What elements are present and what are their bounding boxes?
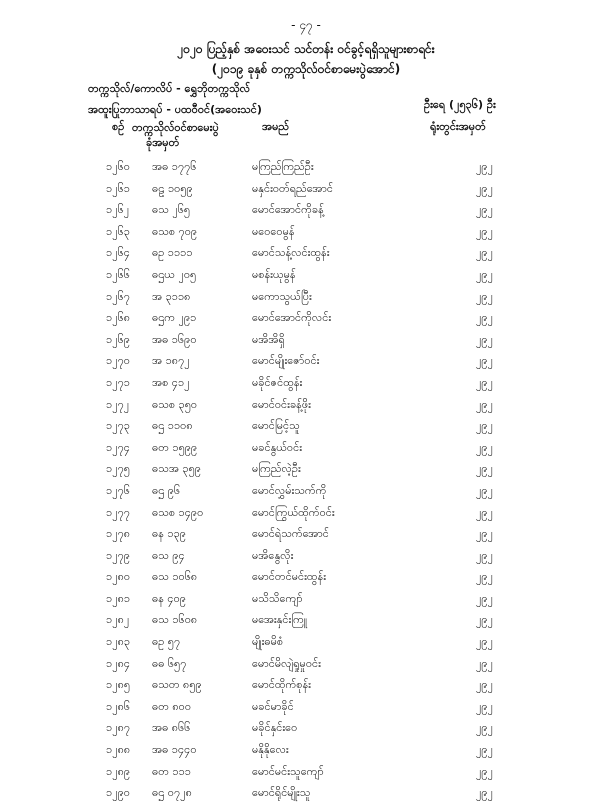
row-name: မောင်မိလျဲရှုမှုဝင်း (252, 656, 321, 670)
row-roll-number: ဓဥ ၅၇ (152, 635, 181, 649)
row-name: မောင်ဝင်းခန့်ဖိုး (252, 397, 311, 411)
row-roll-number: အ ၁၈၇၂ (152, 354, 190, 368)
row-roll-number: ဓဠ ၁၀၅၉ (152, 181, 193, 195)
header-office-number: ရုံးတွင်းအမှတ် (430, 120, 486, 133)
row-number: ၁၂၈၈ (106, 743, 131, 757)
row-office-number: ၂၉၂ (476, 721, 493, 735)
table-row (0, 782, 612, 804)
row-office-number: ၂၉၂ (476, 570, 493, 584)
table-row (0, 545, 612, 567)
row-name: မအိအိရှိ (252, 332, 285, 346)
row-roll-number: အဓ ၁၄၄၀ (152, 743, 197, 757)
row-roll-number: ဓဌယ ၂၀၅ (152, 267, 197, 281)
row-roll-number: ဓန ၁၃၉ (152, 527, 186, 541)
row-number: ၁၂၇၇ (106, 505, 130, 519)
row-roll-number: အဓ ၈၆၆ (152, 721, 191, 735)
row-number: ၁၂၇၉ (106, 548, 130, 562)
row-office-number: ၂၉၂ (476, 699, 493, 713)
row-roll-number: ဓသ ၁၆၀၈ (152, 613, 198, 627)
row-roll-number: ဓသစ ၁၄၉၀ (152, 505, 204, 519)
row-name: မအိနွေလိုး (252, 548, 294, 562)
row-name: မခင်မာခိုင် (252, 699, 294, 713)
table-row (0, 199, 612, 221)
row-roll-number: အဓ ၁၇၇၆ (152, 160, 197, 173)
row-office-number: ၂၉၂ (476, 505, 493, 519)
page-number: - ၄၇ - (291, 18, 321, 32)
row-office-number: ၂၉၂ (476, 613, 493, 627)
row-name: မောင်မြင့်သူ (252, 419, 300, 433)
table-row (0, 372, 612, 394)
table-row (0, 696, 612, 718)
row-number: ၁၂၆၂ (106, 203, 130, 217)
row-office-number: ၂၉၂ (476, 635, 493, 649)
row-office-number: ၂၉၂ (476, 246, 493, 260)
row-roll-number: ဓတ ၈၀၀ (152, 699, 192, 713)
table-row (0, 739, 612, 761)
row-office-number: ၂၉၂ (476, 311, 493, 325)
row-name: မဝေဝေမွန် (252, 224, 295, 238)
row-name: မောင်ထိုက်စုန်း (252, 678, 311, 692)
row-number: ၁၂၈၆ (106, 699, 131, 713)
student-list (0, 156, 612, 804)
table-row (0, 523, 612, 545)
row-number: ၁၂၆၉ (106, 332, 130, 346)
row-name: မကောသွယ်ပြီး (252, 289, 312, 303)
row-name: မကြည်ကြည်ဦး (252, 160, 314, 173)
row-roll-number: ဓဌ ၉၆ (152, 483, 181, 497)
row-number: ၁၂၈၇ (106, 721, 131, 735)
row-office-number: ၂၉၂ (476, 267, 493, 281)
table-row (0, 286, 612, 308)
header-roll-line2: ခုံအမှတ် (146, 136, 180, 149)
table-row (0, 264, 612, 286)
row-number: ၁၂၈၁ (106, 591, 131, 605)
row-roll-number: အစ ၄၁၂ (152, 375, 190, 389)
row-office-number: ၂၉၂ (476, 160, 493, 173)
row-office-number: ၂၉၂ (476, 397, 493, 411)
row-name: မခင်နွယ်ဝင်း (252, 440, 303, 454)
table-row (0, 631, 612, 653)
row-number: ၁၂၇၈ (106, 527, 131, 541)
table-row (0, 156, 612, 178)
row-office-number: ၂၉၂ (476, 181, 493, 195)
row-name: မစန်းယုမွန် (252, 267, 296, 281)
row-number: ၁၂၇၆ (106, 483, 130, 497)
row-office-number: ၂၉၂ (476, 764, 493, 778)
table-row (0, 717, 612, 739)
row-number: ၁၂၇၂ (106, 397, 130, 411)
row-name: မကြည်လဲ့ဦး (252, 462, 301, 476)
row-name: မောင်သန့်လင်းထွန်း (252, 246, 330, 260)
table-row (0, 458, 612, 480)
row-office-number: ၂၉၂ (476, 462, 493, 476)
row-office-number: ၂၉၂ (476, 786, 493, 800)
table-row (0, 588, 612, 610)
row-number: ၁၂၉၀ (106, 786, 130, 800)
table-row (0, 761, 612, 783)
table-row (0, 653, 612, 675)
row-office-number: ၂၉၂ (476, 527, 493, 541)
row-name: မောင်အောင်ကိုခန့် (252, 203, 324, 217)
row-name: မောင်မင်းသူကျော် (252, 764, 324, 778)
row-name: မခိုင်နှင်းဝေ (252, 721, 298, 735)
table-row (0, 566, 612, 588)
row-roll-number: ဓသ ၉၄ (152, 548, 185, 562)
row-number: ၁၂၈၃ (106, 635, 131, 649)
document-subtitle: (၂၀၁၉ ခုနှစ် တက္ကသိုလ်ဝင်စာမေးပွဲအောင်) (211, 62, 401, 76)
row-roll-number: ဓသစ ၃၅၀ (152, 397, 198, 411)
table-row (0, 350, 612, 372)
row-name: မောင်ကြွယ်ထိုက်ဝင်း (252, 505, 335, 519)
row-roll-number: ဓသအ ၃၅၉ (152, 462, 201, 476)
document-title: ၂၀၂၀ ပြည့်နှစ် အဝေးသင် သင်တန်း ဝင်ခွင့်ရရှိသူများစာရင်း (177, 42, 435, 56)
row-office-number: ၂၉၂ (476, 548, 493, 562)
row-number: ၁၂၇၅ (106, 462, 130, 476)
location-label: တက္ကသိုလ်/ကောလိပ် - ရွှေဘိုတက္ကသိုလ် (88, 82, 251, 95)
row-number: ၁၂၇၄ (106, 440, 130, 454)
row-name: မောင်မျိုးဇော်ဝင်း (252, 354, 320, 368)
table-row (0, 394, 612, 416)
row-number: ၁၂၆၇ (106, 289, 130, 303)
row-office-number: ၂၉၂ (476, 354, 493, 368)
row-number: ၁၂၇၀ (106, 354, 130, 368)
row-roll-number: ဓဥ ၁၁၁၁ (152, 246, 193, 260)
row-number: ၁၂၈၉ (106, 764, 131, 778)
row-number: ၁၂၈၀ (106, 570, 131, 584)
row-roll-number: ဓသတ ၈၅၉ (152, 678, 202, 692)
row-roll-number: ဓသ ၂၆၅ (152, 203, 191, 217)
header-roll (132, 120, 219, 150)
row-number: ၁၂၆၄ (106, 246, 130, 260)
row-name: မနှင်းဝတ်ရည်အောင် (252, 181, 333, 195)
row-roll-number: ဓသ ၁၀၆၈ (152, 570, 198, 584)
table-row (0, 437, 612, 459)
row-office-number: ၂၉၂ (476, 289, 493, 303)
row-number: ၁၂၈၂ (106, 613, 130, 627)
row-name: မသိသိကျော် (252, 591, 303, 605)
row-roll-number: ဓတ ၁၅၉၉ (152, 440, 198, 454)
row-roll-number: ဓဌ ၁၁၀၈ (152, 419, 193, 433)
row-office-number: ၂၉၂ (476, 203, 493, 217)
row-name: မောင်အောင်ကိုလင်း (252, 311, 332, 325)
row-number: ၁၂၇၁ (106, 375, 130, 389)
row-name: မောင်ရိုင်မျိုးသူ (252, 786, 311, 800)
row-number: ၁၂၇၃ (106, 419, 130, 433)
row-name: မောင်တင်မင်းထွန်း (252, 570, 326, 584)
table-row (0, 242, 612, 264)
row-office-number: ၂၉၂ (476, 332, 493, 346)
table-row (0, 329, 612, 351)
row-office-number: ၂၉၂ (476, 224, 493, 238)
row-office-number: ၂၉၂ (476, 483, 493, 497)
row-roll-number: ဓန ၄၀၉ (152, 591, 186, 605)
row-name: မအေးနှင်းကြူ (252, 613, 308, 627)
row-roll-number: အ ၃၁၁၈ (152, 289, 191, 303)
row-number: ၁၂၈၅ (106, 678, 131, 692)
row-office-number: ၂၉၂ (476, 419, 493, 433)
table-row (0, 221, 612, 243)
row-office-number: ၂၉၂ (476, 743, 493, 757)
count-label: ဦးရေ (၂၅၃၆) ဦး (424, 98, 496, 111)
row-name: မောင်ရဲသက်အောင် (252, 527, 329, 541)
row-name: မောင်လွှမ်းသက်ကို (252, 483, 327, 497)
table-row (0, 415, 612, 437)
row-office-number: ၂၉၂ (476, 656, 493, 670)
row-roll-number: ဓဓ ၆၅၇ (152, 656, 187, 670)
row-number: ၁၂၈၄ (106, 656, 131, 670)
table-row (0, 609, 612, 631)
row-office-number: ၂၉၂ (476, 440, 493, 454)
header-name: အမည် (262, 120, 290, 133)
row-office-number: ၂၉၂ (476, 375, 493, 389)
row-roll-number: ဓတ ၁၁၁ (152, 764, 191, 778)
header-number: စဉ် (112, 120, 125, 133)
header-roll-line1: တက္ကသိုလ်ဝင်စာမေးပွဲ (132, 121, 219, 134)
table-row (0, 674, 612, 696)
row-name: မျိုးဓမိစံ (252, 635, 284, 649)
subject-label: အထူးပြုဘာသာရပ် - ပထဝီဝင်(အဝေးသင်) (88, 103, 262, 116)
row-roll-number: အဓ ၁၆၉၀ (152, 332, 197, 346)
table-row (0, 502, 612, 524)
row-roll-number: ဓဌ ၀၇၂၈ (152, 786, 192, 800)
row-roll-number: ဓဌက ၂၉၁ (152, 311, 197, 325)
row-name: မခိုင်ဇင်ထွန်း (252, 375, 303, 389)
row-number: ၁၂၆၆ (106, 267, 130, 281)
row-number: ၁၂၆၃ (106, 224, 130, 238)
table-row (0, 307, 612, 329)
row-office-number: ၂၉၂ (476, 591, 493, 605)
table-row (0, 178, 612, 200)
row-number: ၁၂၆၈ (106, 311, 131, 325)
table-row (0, 480, 612, 502)
row-roll-number: ဓသစ ၇၀၉ (152, 224, 198, 238)
row-office-number: ၂၉၂ (476, 678, 493, 692)
row-name: မနိုနိုလေး (252, 743, 289, 757)
row-number: ၁၂၆၀ (106, 160, 130, 173)
row-number: ၁၂၆၁ (106, 181, 130, 195)
